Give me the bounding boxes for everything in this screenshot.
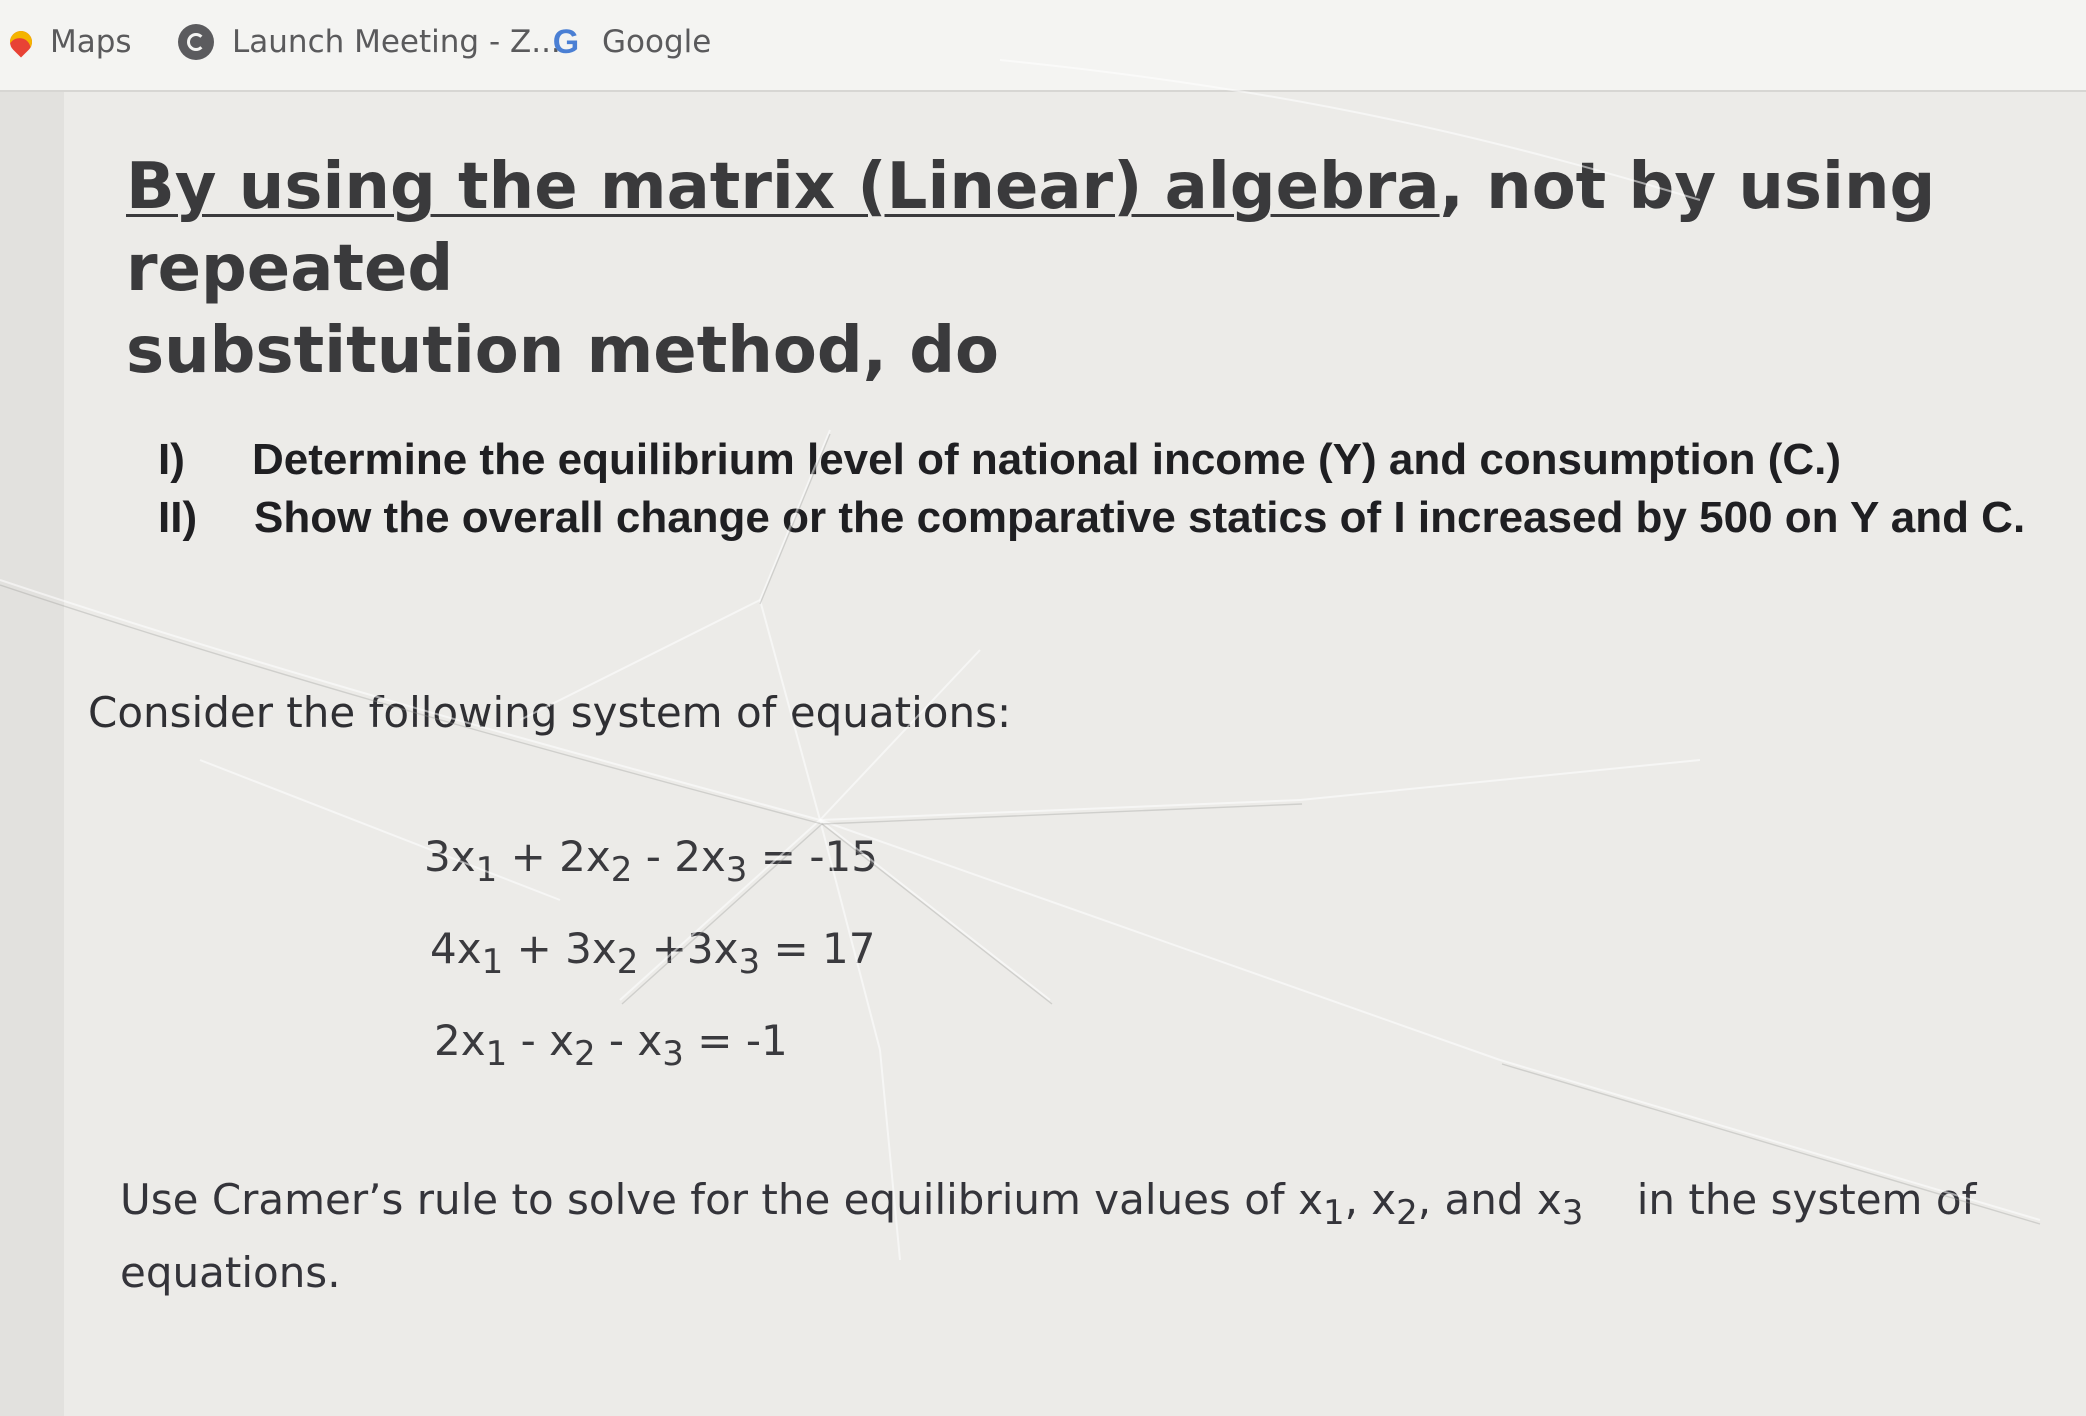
- eq-subscript: 3: [725, 850, 748, 890]
- bookmark-label: Launch Meeting - Z...: [232, 24, 561, 60]
- equation-3: [434, 1016, 788, 1074]
- bookmark-maps[interactable]: [10, 20, 132, 64]
- instruction-text: Use Cramer’s rule to solve for the equilibrium values of x: [120, 1175, 1323, 1224]
- task-number: I): [158, 435, 185, 484]
- eq-term: + 2x: [497, 832, 611, 881]
- equation-1: [424, 832, 878, 890]
- google-g-icon: G: [552, 23, 580, 61]
- eq-term: - 2x: [632, 832, 726, 881]
- bookmark-google[interactable]: [548, 20, 711, 64]
- eq-subscript: 2: [616, 942, 639, 982]
- instruction-text: in the system of: [1623, 1175, 1977, 1224]
- eq-term: + 3x: [503, 924, 617, 973]
- eq-term: 2x: [434, 1016, 486, 1065]
- bookmark-label: Google: [602, 24, 712, 60]
- eq-subscript: 3: [738, 942, 761, 982]
- task-text: Determine the equilibrium level of national income (Y) and consumption (C.): [252, 435, 1842, 484]
- system-intro: Consider the following system of equations:: [88, 688, 1012, 737]
- equation-2: [430, 924, 875, 982]
- instruction-text: , x: [1344, 1175, 1397, 1224]
- eq-subscript: 1: [475, 850, 498, 890]
- instruction-text: equations.: [120, 1248, 341, 1297]
- eq-subscript: 3: [662, 1034, 684, 1074]
- eq-term: 3x: [424, 832, 476, 881]
- eq-rhs: = 17: [760, 924, 876, 973]
- eq-term: - x: [507, 1016, 574, 1065]
- eq-term: 4x: [430, 924, 482, 973]
- headline-line2: substitution method, do: [126, 314, 999, 388]
- headline-underlined: By using the matrix (Linear) algebra: [126, 150, 1440, 224]
- task-text: Show the overall change or the comparative statics of I increased by 500 on Y and C.: [254, 493, 2026, 542]
- eq-subscript: 1: [481, 942, 504, 982]
- instruction-subscript: 3: [1561, 1193, 1584, 1233]
- task-item: [158, 435, 1841, 485]
- eq-rhs: = -1: [683, 1016, 788, 1065]
- task-item: [158, 493, 2025, 543]
- eq-subscript: 2: [610, 850, 633, 890]
- bookmark-launch-meeting[interactable]: [178, 20, 561, 64]
- cramers-rule-instruction: [120, 1170, 1980, 1303]
- eq-subscript: 1: [485, 1034, 508, 1074]
- bookmark-label: Maps: [50, 24, 132, 60]
- document-page: [0, 90, 2086, 1416]
- bookmarks-bar: [0, 0, 2086, 92]
- eq-rhs: = -15: [747, 832, 878, 881]
- eq-term: +3x: [638, 924, 739, 973]
- problem-headline: [126, 146, 2026, 392]
- zoom-meeting-icon: [178, 24, 214, 60]
- instruction-text: , and x: [1417, 1175, 1562, 1224]
- eq-term: - x: [595, 1016, 663, 1065]
- eq-subscript: 2: [573, 1034, 596, 1074]
- maps-pin-icon: [5, 26, 36, 57]
- headline-rest: , not by using repeated: [126, 150, 1936, 306]
- instruction-subscript: 2: [1396, 1193, 1418, 1233]
- instruction-subscript: 1: [1322, 1193, 1345, 1233]
- task-number: II): [158, 493, 198, 542]
